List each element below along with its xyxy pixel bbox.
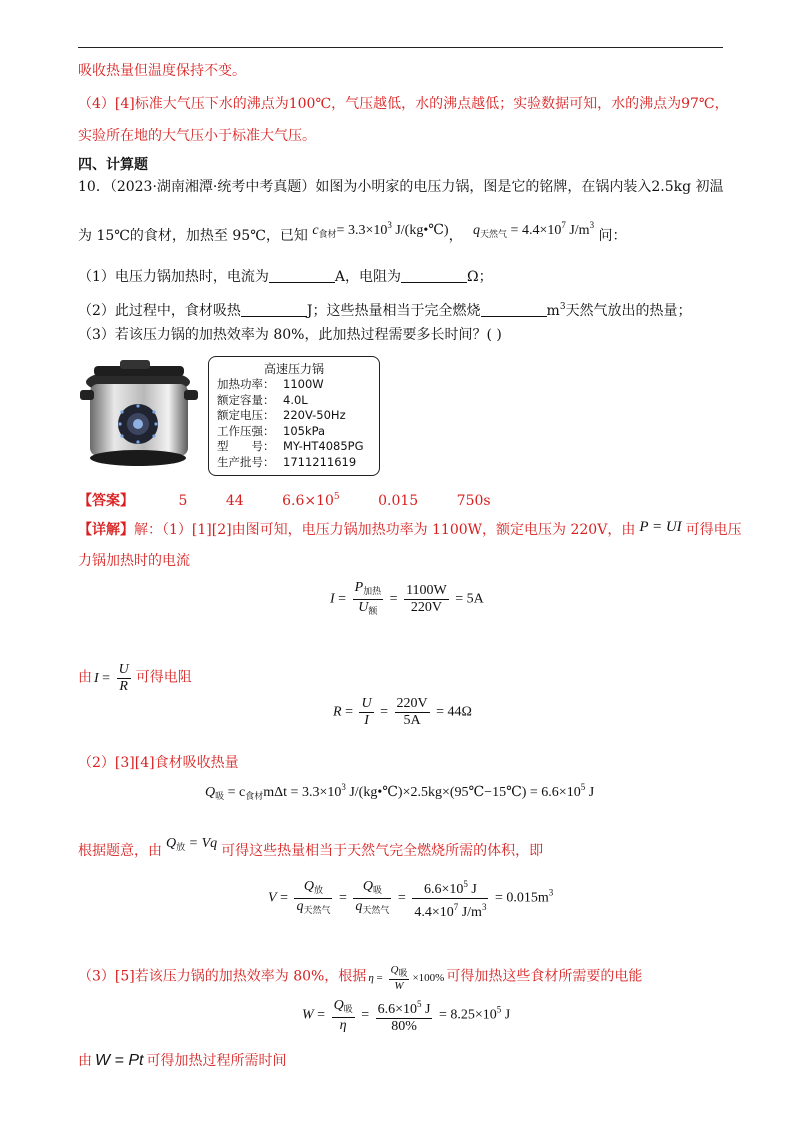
nameplate-title: 高速压力锅 [263, 362, 324, 376]
value: = 3.3×10 [336, 223, 388, 238]
unit: J/m [565, 223, 590, 238]
part-1-text-c: Ω； [467, 269, 493, 285]
exponent: 7 [561, 220, 566, 230]
answer-value: 0.015 [378, 493, 419, 509]
unit: J [585, 785, 595, 800]
text-line-1: 吸收热量但温度保持不变。 [78, 63, 246, 79]
exponent: 5 [333, 492, 340, 502]
symbol: U [358, 600, 369, 615]
answer-line [78, 488, 525, 510]
nameplate-row [217, 455, 379, 471]
part-2 [78, 298, 692, 320]
part-2-text-b: J；这些热量相当于完全燃烧 [306, 303, 481, 319]
detail-line-2: 力锅加热时的电流 [78, 553, 190, 569]
symbol: Q [205, 785, 216, 800]
exponent: 5 [463, 879, 468, 889]
symbol: q [473, 223, 481, 238]
answer-value [282, 488, 340, 510]
denominator: W [394, 980, 404, 992]
fuel-heat-formula [166, 836, 217, 851]
row-value: 1711211619 [283, 454, 357, 469]
ohm-law-formula: I = $\frac{U}{R}$ [94, 662, 129, 694]
value: 4.4×10 [414, 905, 454, 920]
numerator: 1100W [406, 583, 447, 598]
row-key: 额定容量： [217, 392, 275, 407]
symbol: Q [362, 879, 373, 894]
numerator [353, 580, 384, 600]
row-value: 1100W [283, 377, 324, 391]
denominator [353, 600, 384, 619]
part-2-text-d: 天然气放出的热量； [565, 303, 692, 319]
fraction [353, 879, 391, 918]
exponent: 5 [417, 999, 422, 1009]
answer-blank-heat[interactable] [241, 302, 307, 317]
detail-line-1 [78, 521, 742, 539]
part-2-text-c: m [546, 303, 560, 319]
subscript: 天然气 [362, 905, 390, 915]
detail-text: （3）[5]若该压力锅的加热效率为 80%，根据 [78, 968, 367, 985]
symbol: Q [303, 879, 315, 894]
denominator: 220V [410, 600, 442, 615]
exponent: 3 [387, 220, 392, 230]
fraction [332, 998, 355, 1034]
expression: = Vq [188, 836, 218, 851]
fraction [389, 964, 410, 992]
symbol: Q [333, 997, 344, 1013]
numerator [332, 998, 355, 1018]
answer-value: 44 [225, 493, 244, 509]
answer-blank-volume[interactable] [481, 302, 547, 317]
row-key: 型 号： [217, 439, 275, 453]
answer-blank-current[interactable] [269, 268, 335, 283]
specific-heat-formula [312, 220, 449, 239]
denominator [353, 899, 391, 918]
part-3: （3）若该压力锅的加热效率为 80%，此加热过程需要多长时间？( ) [78, 327, 502, 343]
answer-blank-resistance[interactable] [401, 268, 467, 283]
question-text: 为 15℃的食材，加热至 95℃，已知 [78, 228, 308, 244]
unit: J [467, 882, 477, 897]
row-key: 工作压强： [217, 423, 275, 438]
detail-text-end: 可得这些热量相当于天然气完全燃烧所需的体积，即 [221, 843, 544, 859]
symbol: q [296, 899, 304, 914]
detail-text: 由 [78, 669, 92, 686]
header-rule [78, 47, 723, 48]
subscript: 放 [314, 885, 324, 895]
fraction [395, 696, 430, 729]
row-value: 105kPa [283, 423, 326, 438]
subscript: 天然气 [303, 905, 331, 915]
numerator [376, 996, 433, 1019]
subscript: 天然气 [480, 229, 508, 239]
expression: J/(kg•℃)×2.5kg×(95℃−15℃) = 6.6×10 [345, 785, 581, 800]
exponent: 3 [589, 220, 595, 230]
denominator [412, 899, 488, 921]
row-value: 4.0L [283, 392, 308, 407]
power-formula: P = UI [639, 519, 682, 535]
question-10-line-1: 10．（2023·湖南湘潭·统考中考真题）如图为小明家的电压力锅，图是它的铭牌，在锅内装入2.5kg 初温 [78, 179, 724, 195]
symbol: I [330, 591, 335, 607]
subscript: 吸 [398, 968, 408, 978]
section-heading: 四、计算题 [78, 157, 148, 173]
nameplate-row [217, 377, 379, 393]
denominator: 80% [391, 1019, 417, 1034]
nameplate-row [217, 393, 379, 409]
symbol: P [354, 580, 364, 595]
row-key: 额定电压： [217, 408, 275, 422]
fraction [404, 583, 449, 616]
numerator [294, 879, 332, 899]
detail-line-6 [78, 964, 642, 992]
row-key: 生产批号： [217, 454, 275, 469]
value: 6.6×10 [377, 1002, 418, 1017]
exponent: 3 [559, 302, 566, 312]
part-2-text-a: （2）此过程中，食材吸热 [78, 303, 241, 319]
subscript: 额 [368, 606, 378, 616]
subscript: 吸 [215, 791, 225, 801]
comma: ， [448, 228, 463, 244]
symbol: q [355, 899, 363, 914]
formula-resistance: R = $\frac{U}{I}$ = $\frac{220V}{5A}$ = 44Ω [333, 696, 472, 728]
detail-text-end: 可得电压 [685, 522, 742, 538]
subscript: 吸 [372, 885, 382, 895]
result: = 44Ω [436, 704, 472, 720]
exponent: 7 [453, 902, 459, 912]
nameplate-row [217, 424, 379, 440]
formula-heat-absorbed [205, 782, 594, 802]
unit: J [501, 1007, 511, 1023]
denominator: R [119, 679, 128, 694]
detail-line-4: （2）[3][4]食材吸收热量 [78, 755, 239, 771]
value: = 4.4×10 [507, 223, 562, 238]
symbol: I [94, 670, 99, 686]
text-line-2: （4）[4]标准大气压下水的沸点为100℃，气压越低，水的沸点越低；实验数据可知，水的沸点为97℃， [78, 96, 729, 112]
exponent: 5 [580, 782, 586, 792]
row-value: 220V-50Hz [283, 408, 346, 422]
fraction [376, 996, 433, 1035]
exponent: 3 [341, 782, 346, 792]
exponent: 5 [496, 1004, 502, 1015]
efficiency-formula: η = $\frac{Q_吸}{W}$ ×100% [368, 964, 445, 992]
numerator: U [361, 696, 372, 711]
answer-label: 【答案】 [78, 493, 134, 509]
row-key: 加热功率： [217, 377, 275, 391]
symbol: W [302, 1007, 314, 1023]
detail-text-end: 可得电阻 [135, 669, 192, 686]
operator: = c [227, 785, 246, 800]
numerator [353, 879, 391, 899]
part-1-text-b: A，电阻为 [334, 269, 402, 285]
result: = 8.25×10 [438, 1007, 497, 1023]
denominator: η [339, 1017, 347, 1033]
detail-label: 【详解】 [78, 522, 134, 538]
subscript: 食材 [318, 229, 337, 239]
subscript: 加热 [363, 586, 382, 596]
detail-text: 根据题意，由 [78, 843, 162, 859]
fraction [359, 696, 373, 729]
question-end: 问： [598, 228, 627, 244]
part-1-text-a: （1）电压力锅加热时，电流为 [78, 269, 269, 285]
denominator [294, 899, 332, 918]
heat-value-formula [473, 220, 595, 239]
value: 6.6×10 [423, 882, 464, 897]
question-10-line-2 [78, 222, 627, 249]
expression: mΔt = 3.3×10 [263, 785, 342, 800]
formula-current: I = $\frac{P_{加热}}{U_额}$ = $\frac{1100W}{220V}$ = 5A [330, 580, 484, 619]
formula-energy: W = $\frac{Q_吸}{\eta}$ = $\frac{6.6\times 10^5 J}{80\%}$ = $8.25\times 10^5$ J [302, 997, 511, 1034]
detail-text: 由 [78, 1053, 92, 1069]
part-1 [78, 268, 493, 286]
nameplate-row [217, 439, 379, 455]
row-value: MY-HT4085PG [283, 439, 364, 453]
fraction [294, 879, 332, 918]
exponent: 3 [481, 902, 487, 912]
numerator [412, 876, 488, 899]
result: = 0.015m [494, 890, 549, 906]
unit: J/(kg•℃) [391, 223, 449, 238]
expression: ×100% [412, 971, 445, 984]
fraction [412, 876, 488, 921]
exponent: 3 [548, 887, 554, 898]
detail-text-end: 可得加热这些食材所需要的电能 [446, 968, 643, 985]
numerator [389, 964, 410, 980]
subscript: 食材 [245, 791, 264, 801]
numerator: U [118, 662, 129, 677]
text-line-3: 实验所在地的大气压小于标准大气压。 [78, 128, 316, 144]
pressure-cooker-image [80, 360, 200, 472]
formula-volume: V = $\frac{Q_放}{q_{天然气}}$ = $\frac{Q_吸}{q_{天然气}}$ = $\frac{6.6\times 10^5 J}{4.4\times 10^7 J/m^3}$ = $0.015m^3$ [268, 876, 553, 921]
symbol: V [268, 890, 277, 906]
detail-line-5 [78, 836, 544, 864]
symbol: Q [166, 836, 177, 851]
detail-line-3 [78, 662, 192, 695]
fraction [353, 580, 384, 619]
result: = 5A [455, 591, 484, 607]
symbol: Q [390, 964, 399, 976]
nameplate [208, 356, 380, 476]
detail-text: 解：（1）[1][2]由图可知，电压力锅加热功率为 1100W，额定电压为 220V，由 [134, 522, 636, 538]
answer-mantissa: 6.6×10 [282, 493, 334, 509]
unit: J/m [458, 905, 482, 920]
fraction [117, 662, 131, 695]
answer-value: 750s [456, 493, 491, 509]
detail-line-7 [78, 1052, 286, 1070]
numerator: 220V [396, 696, 428, 711]
denominator: I [364, 713, 369, 728]
symbol: c [312, 223, 319, 238]
denominator: 5A [403, 713, 421, 728]
subscript: 放 [176, 842, 186, 852]
unit: J [421, 1002, 431, 1017]
subscript: 吸 [343, 1003, 353, 1014]
symbol: R [333, 704, 342, 720]
detail-text-end: 可得加热过程所需时间 [146, 1053, 287, 1069]
nameplate-row [217, 408, 379, 424]
symbol: η [368, 971, 374, 984]
answer-value: 5 [178, 493, 188, 509]
work-formula: W = Pt [95, 1052, 144, 1069]
